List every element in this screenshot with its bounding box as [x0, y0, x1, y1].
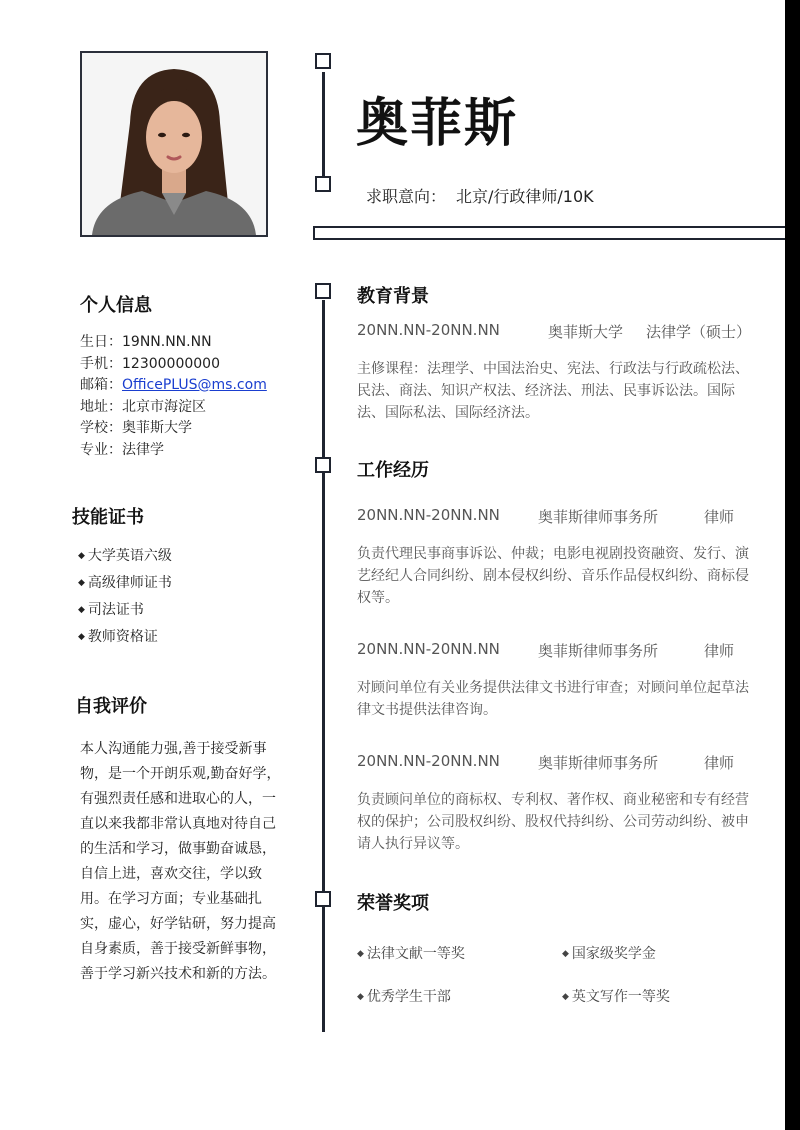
skills-heading: 技能证书 [72, 507, 144, 528]
timeline-line-top [322, 72, 325, 177]
profile-photo [80, 51, 268, 237]
page-edge-strip [785, 0, 800, 1130]
info-school: 学校：奥菲斯大学 [80, 420, 192, 436]
job-intent [366, 184, 594, 207]
awards-heading: 荣誉奖项 [357, 893, 429, 914]
candidate-name: 奥菲斯 [356, 94, 519, 154]
timeline-line-main [322, 300, 325, 1032]
work-date: 20NN.NN-20NN.NN [357, 506, 500, 524]
award-item: ◆ 英文写作一等奖 [562, 989, 670, 1005]
education-courses: 主修课程：法理学、中国法治史、宪法、行政法与行政疏松法、民法、商法、知识产权法、经济法、刑法、民事诉讼法。国际法、国际私法、国际经济法。 [357, 361, 749, 421]
skills-list [78, 543, 172, 651]
diamond-bullet-icon: ◆ [562, 992, 569, 1002]
work-company: 奥菲斯律师事务所 [538, 642, 659, 660]
award-item: ◆ 国家级奖学金 [562, 946, 656, 962]
self-evaluation-heading: 自我评价 [75, 696, 147, 717]
diamond-bullet-icon: ◆ [78, 605, 85, 615]
work-role: 律师 [704, 508, 735, 526]
work-role: 律师 [704, 642, 735, 660]
info-phone: 手机：12300000000 [80, 355, 220, 372]
diamond-bullet-icon: ◆ [357, 992, 364, 1002]
job-intent-label: 求职意向： [366, 187, 447, 206]
personal-info-list [80, 332, 267, 461]
award-item: ◆ 优秀学生干部 [357, 989, 451, 1005]
square-node-icon [315, 176, 331, 192]
work-description: 负责代理民事商事诉讼、仲裁；电影电视剧投资融资、发行、演艺经纪人合同纠纷、剧本侵权纠纷、音乐作品侵权纠纷、商标侵权等。 [357, 546, 749, 606]
job-intent-value: 北京/行政律师/10K [456, 187, 594, 206]
square-node-icon [315, 53, 331, 69]
list-item: ◆ 高级律师证书 [78, 575, 172, 591]
diamond-bullet-icon: ◆ [357, 949, 364, 959]
diamond-bullet-icon: ◆ [78, 632, 85, 642]
avatar-illustration [82, 53, 266, 235]
personal-info-heading: 个人信息 [80, 295, 152, 316]
list-item: ◆ 大学英语六级 [78, 548, 172, 564]
award-item: ◆ 法律文献一等奖 [357, 946, 465, 962]
info-email: 邮箱：OfficePLUS@ms.com [80, 377, 267, 393]
list-item: ◆ 司法证书 [78, 602, 144, 618]
work-date: 20NN.NN-20NN.NN [357, 752, 500, 770]
list-item: ◆ 教师资格证 [78, 629, 158, 645]
education-heading: 教育背景 [357, 286, 429, 307]
work-date: 20NN.NN-20NN.NN [357, 640, 500, 658]
education-degree: 法律学（硕士） [646, 323, 752, 341]
work-role: 律师 [704, 754, 735, 772]
diamond-bullet-icon: ◆ [78, 578, 85, 588]
square-node-icon [315, 283, 331, 299]
diamond-bullet-icon: ◆ [78, 551, 85, 561]
work-description: 对顾问单位有关业务提供法律文书进行审查；对顾问单位起草法律文书提供法律咨询。 [357, 680, 749, 718]
work-heading: 工作经历 [357, 460, 429, 481]
info-birth: 生日：19NN.NN.NN [80, 334, 212, 350]
header-divider-bar [313, 226, 785, 240]
education-school: 奥菲斯大学 [548, 323, 624, 341]
education-date: 20NN.NN-20NN.NN [357, 321, 500, 339]
email-link[interactable]: OfficePLUS@ms.com [122, 377, 267, 393]
square-node-icon [315, 891, 331, 907]
self-evaluation-text: 本人沟通能力强,善于接受新事物，是一个开朗乐观,勤奋好学，有强烈责任感和进取心的人，一直以来我都非常认真地对待自己的生活和学习，做事勤奋诚恳，自信上进，喜欢交往，学以致用。在学习方面；专业基础扎实，虚心，好学钻研，努力提高自身素质，善于接受新鲜事物，善于学习新兴技术和新的方法。 [80, 741, 281, 982]
work-company: 奥菲斯律师事务所 [538, 754, 659, 772]
info-major: 专业：法律学 [80, 441, 164, 458]
work-company: 奥菲斯律师事务所 [538, 508, 659, 526]
work-description: 负责顾问单位的商标权、专利权、著作权、商业秘密和专有经营权的保护；公司股权纠纷、股权代持纠纷、公司劳动纠纷、被申请人执行异议等。 [357, 792, 749, 852]
diamond-bullet-icon: ◆ [562, 949, 569, 959]
info-address: 地址：北京市海淀区 [80, 398, 206, 415]
square-node-icon [315, 457, 331, 473]
